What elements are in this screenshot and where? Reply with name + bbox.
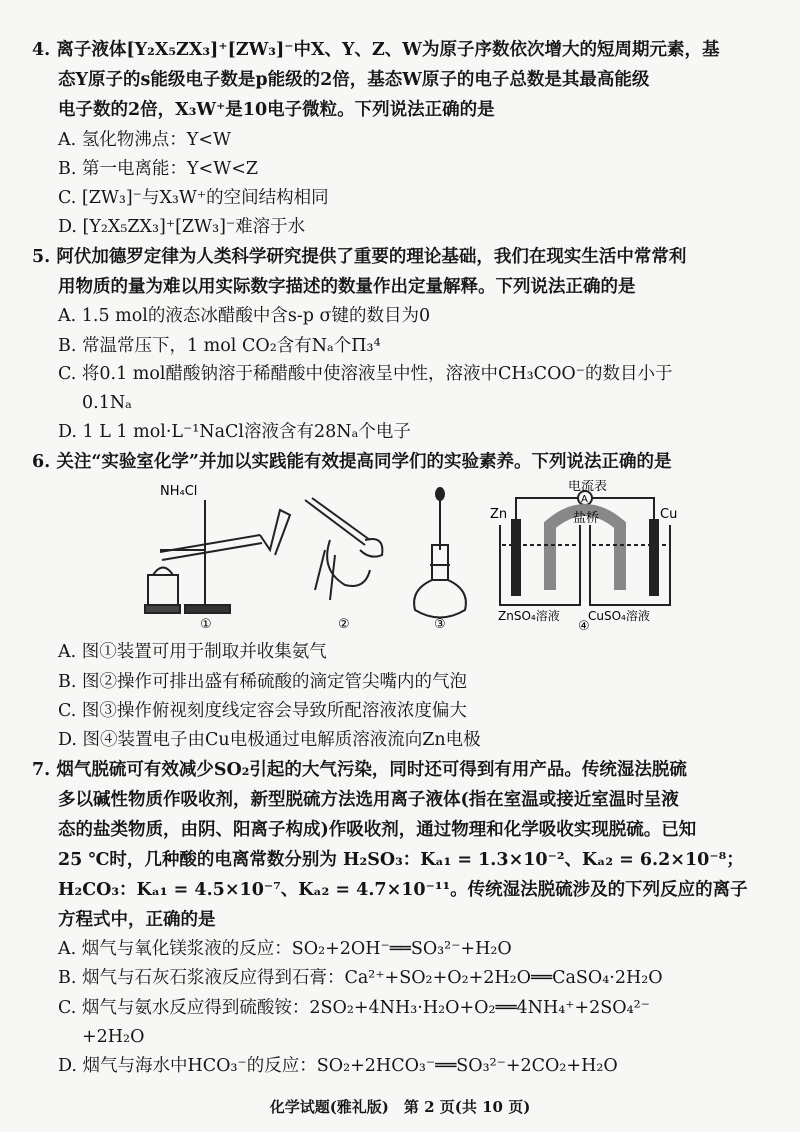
q4-stem-line1: 4. 离子液体[Y₂X₅ZX₃]⁺[ZW₃]⁻中X、Y、Z、W为原子序数依次增大的短周期元素，基 [32,40,720,60]
figure-1-heating-apparatus [145,500,290,613]
q7-stem-line4: 25 ℃时，几种酸的电离常数分别为 H₂SO₃：Kₐ₁ = 1.3×10⁻²、Kₐ₂ = 6.2×10⁻⁸； [58,850,744,870]
q5-stem-line1: 5. 阿伏加德罗定律为人类科学研究提供了重要的理论基础，我们在现实生活中常常利 [32,247,687,267]
q7-option-d: D. 烟气与海水中HCO₃⁻的反应：SO₂+2HCO₃⁻══SO₃²⁻+2CO₂+H₂O [58,1056,618,1076]
q5-option-c-line2: 0.1Nₐ [82,393,132,413]
q7-stem-line5: H₂CO₃：Kₐ₁ = 4.5×10⁻⁷、Kₐ₂ = 4.7×10⁻¹¹。传统湿法脱硫涉及的下列反应的离子 [58,880,748,900]
q4-stem-line3: 电子数的2倍，X₃W⁺是10电子微粒。下列说法正确的是 [58,100,495,120]
q4-option-b: B. 第一电离能：Y<W<Z [58,159,259,179]
page-footer: 化学试题(雅礼版) 第 2 页(共 10 页) [269,1098,531,1116]
zn-electrode-label: Zn [490,507,508,522]
q7-stem-line2: 多以碱性物质作吸收剂，新型脱硫方法选用离子液体(指在室温或接近室温时呈液 [58,790,679,810]
cu-electrode-label: Cu [660,507,678,522]
figure-4-number: ④ [578,619,590,630]
figure-1-number: ① [200,617,212,630]
q5-option-c-line1: C. 将0.1 mol醋酸钠溶于稀醋酸中使溶液呈中性，溶液中CH₃COO⁻的数目小于 [58,364,673,384]
salt-bridge-label: 盐桥 [573,511,600,526]
q4-option-a: A. 氢化物沸点：Y<W [58,130,231,150]
q5-option-b: B. 常温常压下，1 mol CO₂含有Nₐ个Π₃⁴ [58,336,381,356]
q4-option-d: D. [Y₂X₅ZX₃]⁺[ZW₃]⁻难溶于水 [58,217,306,237]
q7-stem-line1: 7. 烟气脱硫可有效减少SO₂引起的大气污染，同时还可得到有用产品。传统湿法脱硫 [32,760,687,780]
cuso4-label: CuSO₄溶液 [588,609,650,623]
q5-option-a: A. 1.5 mol的液态冰醋酸中含s-p σ键的数目为0 [58,306,431,326]
q4-stem-line2: 态Y原子的s能级电子数是p能级的2倍，基态W原子的电子总数是其最高能级 [58,70,650,90]
ammeter-symbol: A [581,494,588,505]
figure-2-burette-hand [305,498,382,600]
lab-apparatus-figure [120,480,680,630]
q7-stem-line3: 态的盐类物质，由阴、阳离子构成)作吸收剂，通过物理和化学吸收实现脱硫。已知 [58,820,697,840]
q6-option-d: D. 图④装置电子由Cu电极通过电解质溶液流向Zn电极 [58,730,481,750]
znso4-label: ZnSO₄溶液 [498,609,560,623]
q6-option-a: A. 图①装置可用于制取并收集氨气 [58,642,327,662]
nh4cl-label: NH₄Cl [160,484,198,499]
figure-3-volumetric-flask [414,488,466,618]
q5-option-d: D. 1 L 1 mol·L⁻¹NaCl溶液含有28Nₐ个电子 [58,422,411,442]
q6-option-c: C. 图③操作俯视刻度线定容会导致所配溶液浓度偏大 [58,701,467,721]
figure-2-number: ② [338,617,350,630]
figure-3-number: ③ [434,617,446,630]
q7-option-a: A. 烟气与氧化镁浆液的反应：SO₂+2OH⁻══SO₃²⁻+H₂O [58,939,512,959]
q4-option-c: C. [ZW₃]⁻与X₃W⁺的空间结构相同 [58,188,329,208]
q6-stem-line1: 6. 关注“实验室化学”并加以实践能有效提高同学们的实验素养。下列说法正确的是 [32,452,672,472]
figure-4-galvanic-cell [500,491,670,605]
ammeter-label: 电流表 [568,480,608,494]
q7-stem-line6: 方程式中，正确的是 [58,910,216,930]
q7-option-c-line2: +2H₂O [82,1027,145,1047]
q5-stem-line2: 用物质的量为难以用实际数字描述的数量作出定量解释。下列说法正确的是 [58,277,636,297]
q7-option-c-line1: C. 烟气与氨水反应得到硫酸铵：2SO₂+4NH₃·H₂O+O₂══4NH₄⁺+2SO₄²⁻ [58,998,650,1018]
q6-option-b: B. 图②操作可排出盛有稀硫酸的滴定管尖嘴内的气泡 [58,672,467,692]
q7-option-b: B. 烟气与石灰石浆液反应得到石膏：Ca²⁺+SO₂+O₂+2H₂O══CaSO₄·2H₂O [58,968,663,988]
